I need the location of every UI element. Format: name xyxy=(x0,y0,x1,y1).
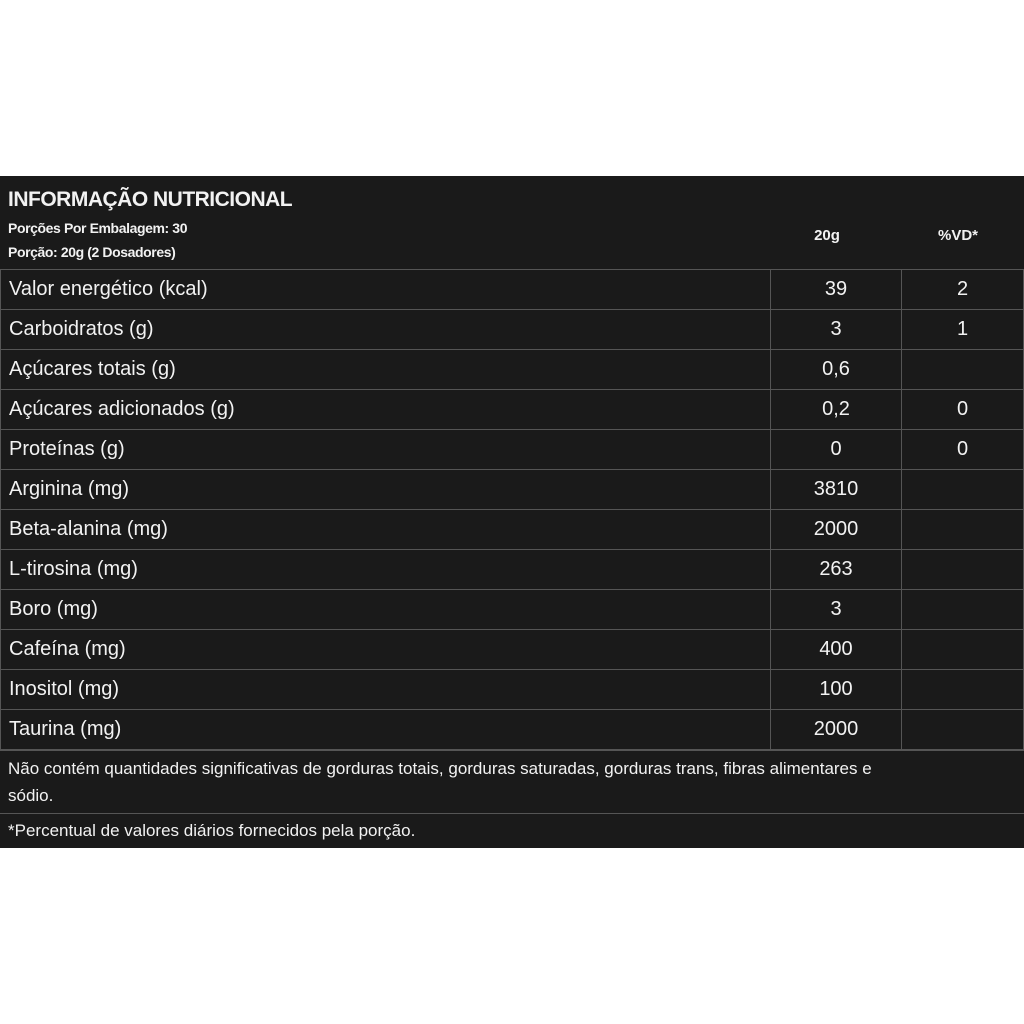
nutrient-daily-value xyxy=(902,470,1024,510)
nutrient-daily-value xyxy=(902,350,1024,390)
not-significant-note xyxy=(0,750,1024,812)
nutrient-daily-value xyxy=(902,590,1024,630)
nutrient-name: Taurina (mg) xyxy=(1,710,771,750)
nutrient-amount: 3810 xyxy=(771,470,902,510)
not-significant-line-2: sódio. xyxy=(8,786,54,805)
nutrient-amount: 39 xyxy=(771,270,902,310)
table-row xyxy=(1,350,1024,390)
nutrient-amount: 0,6 xyxy=(771,350,902,390)
nutrient-daily-value: 1 xyxy=(902,310,1024,350)
nutrient-daily-value xyxy=(902,630,1024,670)
nutrient-daily-value: 2 xyxy=(902,270,1024,310)
table-row xyxy=(1,710,1024,750)
column-header-amount: 20g xyxy=(814,227,840,244)
table-row xyxy=(1,430,1024,470)
table-row xyxy=(1,670,1024,710)
nutrient-name: Inositol (mg) xyxy=(1,670,771,710)
table-row xyxy=(1,630,1024,670)
table-row xyxy=(1,590,1024,630)
nutrition-table xyxy=(0,269,1024,750)
nutrient-daily-value: 0 xyxy=(902,430,1024,470)
nutrient-name: Arginina (mg) xyxy=(1,470,771,510)
nutrient-name: Açúcares adicionados (g) xyxy=(1,390,771,430)
nutrient-name: Valor energético (kcal) xyxy=(1,270,771,310)
table-row xyxy=(1,310,1024,350)
nutrient-daily-value xyxy=(902,550,1024,590)
nutrient-amount: 400 xyxy=(771,630,902,670)
nutrient-name: L-tirosina (mg) xyxy=(1,550,771,590)
nutrient-amount: 3 xyxy=(771,590,902,630)
nutrition-header xyxy=(0,176,1024,269)
nutrient-amount: 2000 xyxy=(771,710,902,750)
nutrient-daily-value xyxy=(902,510,1024,550)
nutrient-amount: 0,2 xyxy=(771,390,902,430)
servings-per-package: Porções Por Embalagem: 30 xyxy=(8,220,188,236)
nutrition-title: INFORMAÇÃO NUTRICIONAL xyxy=(8,188,293,211)
nutrient-name: Carboidratos (g) xyxy=(1,310,771,350)
table-row xyxy=(1,270,1024,310)
table-row xyxy=(1,470,1024,510)
nutrient-name: Proteínas (g) xyxy=(1,430,771,470)
nutrient-daily-value xyxy=(902,710,1024,750)
not-significant-line-1: Não contém quantidades significativas de gorduras totais, gorduras saturadas, gorduras trans, fibras alimentares e xyxy=(8,759,872,778)
nutrient-amount: 3 xyxy=(771,310,902,350)
nutrient-daily-value: 0 xyxy=(902,390,1024,430)
nutrient-amount: 2000 xyxy=(771,510,902,550)
nutrient-amount: 0 xyxy=(771,430,902,470)
table-row xyxy=(1,390,1024,430)
nutrition-facts-panel xyxy=(0,176,1024,848)
nutrient-name: Boro (mg) xyxy=(1,590,771,630)
nutrient-amount: 263 xyxy=(771,550,902,590)
daily-value-note: *Percentual de valores diários fornecidos pela porção. xyxy=(0,813,1024,848)
nutrient-name: Cafeína (mg) xyxy=(1,630,771,670)
table-row xyxy=(1,550,1024,590)
serving-size: Porção: 20g (2 Dosadores) xyxy=(8,244,176,260)
nutrient-daily-value xyxy=(902,670,1024,710)
nutrient-amount: 100 xyxy=(771,670,902,710)
nutrient-name: Beta-alanina (mg) xyxy=(1,510,771,550)
column-header-dv: %VD* xyxy=(937,227,978,244)
table-row xyxy=(1,510,1024,550)
nutrient-name: Açúcares totais (g) xyxy=(1,350,771,390)
